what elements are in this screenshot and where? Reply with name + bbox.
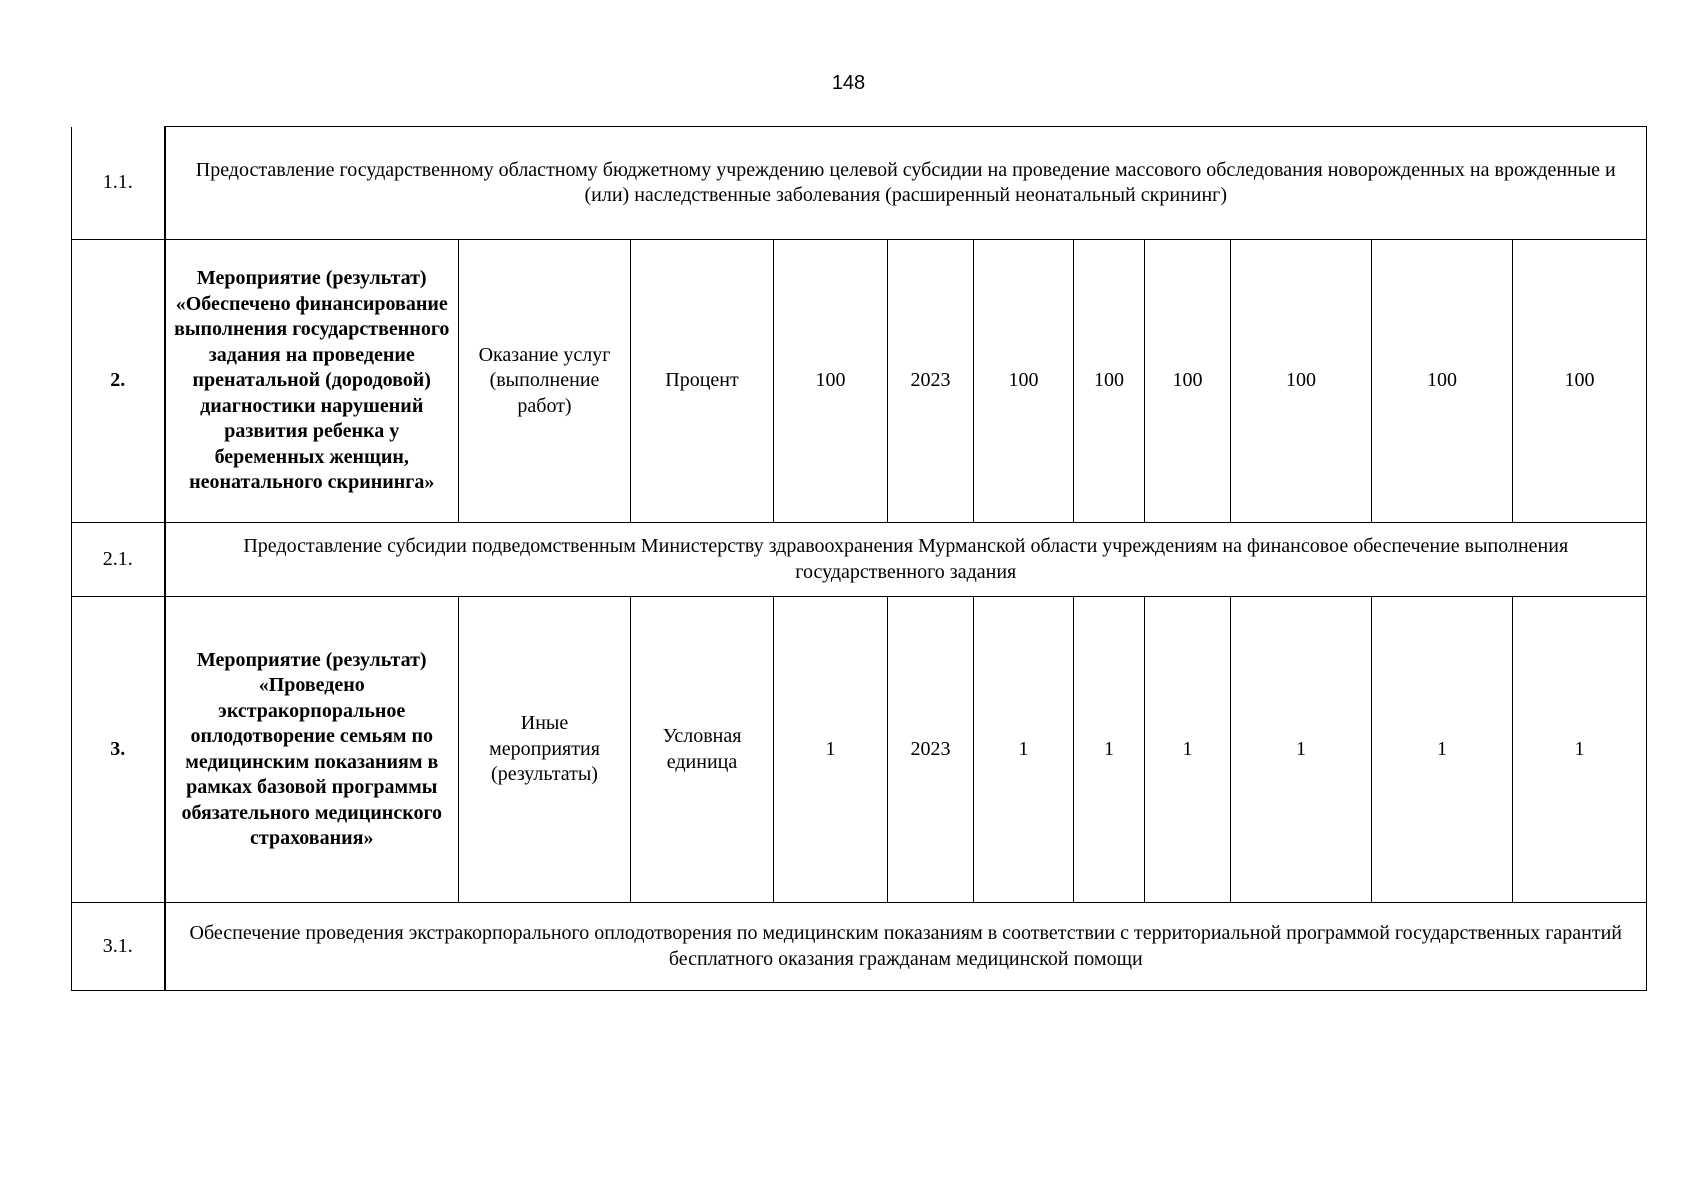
base-year: 2023 [888, 240, 974, 523]
year-value: 1 [1145, 597, 1231, 903]
year-value: 100 [1372, 240, 1513, 523]
year-value: 100 [974, 240, 1074, 523]
year-value: 100 [1513, 240, 1647, 523]
row-number: 2.1. [72, 523, 165, 597]
year-value: 100 [1231, 240, 1372, 523]
row-number: 2. [72, 240, 165, 523]
row-number: 3.1. [72, 903, 165, 991]
year-value: 100 [1145, 240, 1231, 523]
table-row [72, 523, 1647, 597]
year-value: 1 [1231, 597, 1372, 903]
activity-description: Предоставление государственному областному бюджетному учреждению целевой субсидии на проведение массового обследования новорожденных на врожденные и (или) наследственные заболевания (расширенный неонатальный скрининг) [165, 127, 1647, 240]
year-value: 1 [974, 597, 1074, 903]
base-value: 1 [774, 597, 888, 903]
table-row [72, 903, 1647, 991]
table-row [72, 597, 1647, 903]
page-number: 148 [831, 72, 866, 94]
year-value: 1 [1513, 597, 1647, 903]
year-value: 100 [1074, 240, 1145, 523]
year-value: 1 [1372, 597, 1513, 903]
activity-description: Обеспечение проведения экстракорпорального оплодотворения по медицинским показаниям в соответствии с территориальной программой государственных гарантий бесплатного оказания гражданам медицинской помощи [165, 903, 1647, 991]
table-row [72, 240, 1647, 523]
result-kind: Иные мероприятия (результаты) [459, 597, 631, 903]
result-kind: Оказание услуг (выполнение работ) [459, 240, 631, 523]
activity-description: Предоставление субсидии подведомственным Министерству здравоохранения Мурманской области учреждениям на финансовое обеспечение выполнения государственного задания [165, 523, 1647, 597]
base-year: 2023 [888, 597, 974, 903]
year-value: 1 [1074, 597, 1145, 903]
table-row [72, 127, 1647, 240]
result-name: Мероприятие (результат) «Обеспечено финансирование выполнения государственного задания на проведение пренатальной (дородовой) диагностики нарушений развития ребенка у беременных женщин, неонатального скрининга» [165, 240, 459, 523]
base-value: 100 [774, 240, 888, 523]
unit-of-measure: Процент [631, 240, 774, 523]
row-number: 1.1. [72, 127, 165, 240]
unit-of-measure: Условная единица [631, 597, 774, 903]
result-name: Мероприятие (результат) «Проведено экстракорпоральное оплодотворение семьям по медицинским показаниям в рамках базовой программы обязательного медицинского страхования» [165, 597, 459, 903]
row-number: 3. [72, 597, 165, 903]
results-table [71, 126, 1647, 991]
